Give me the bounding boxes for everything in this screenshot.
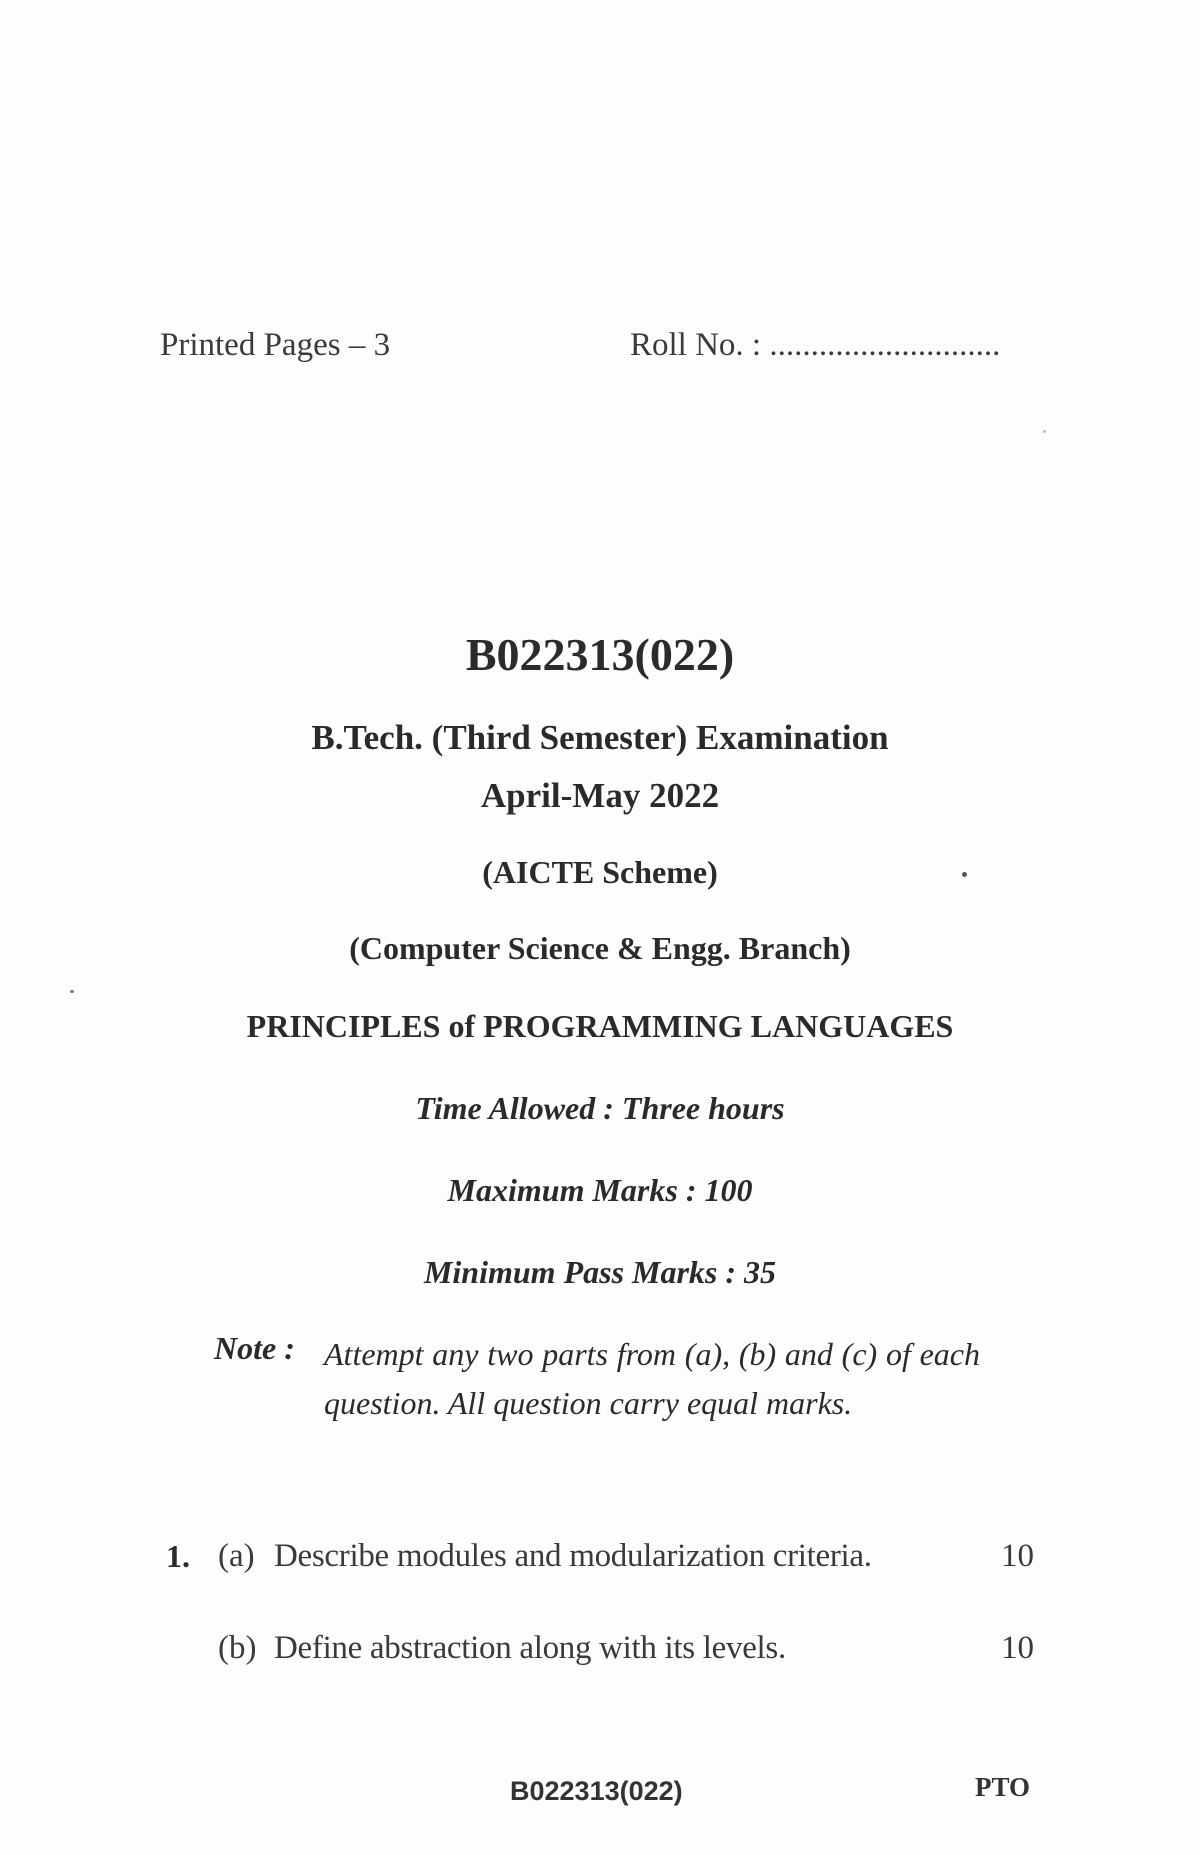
- subject-title: PRINCIPLES of PROGRAMMING LANGUAGES: [246, 1008, 954, 1044]
- question-number: 1.: [166, 1538, 190, 1574]
- scan-speck: [1043, 430, 1046, 433]
- question-part-text: Describe modules and modularization criteria.: [274, 1538, 872, 1574]
- note-text: Attempt any two parts from (a), (b) and (c) of each question. All question carry equal marks.: [324, 1336, 980, 1421]
- exam-session: April-May 2022: [480, 776, 720, 815]
- paper-code: B022313(022): [465, 629, 735, 680]
- roll-number-field: Roll No. : ............................: [630, 327, 1001, 363]
- question-part-text: Define abstraction along with its levels.: [274, 1630, 786, 1666]
- branch: (Computer Science & Engg. Branch): [349, 930, 851, 966]
- question-part-label: (b): [218, 1630, 257, 1666]
- note-label: Note :: [214, 1330, 295, 1366]
- question-part-label: (a): [218, 1538, 255, 1574]
- scan-speck: [962, 872, 967, 877]
- scheme: (AICTE Scheme): [482, 854, 718, 890]
- question-part-marks: 10: [1001, 1538, 1034, 1574]
- exam-title: B.Tech. (Third Semester) Examination: [311, 718, 889, 757]
- minimum-pass-marks: Minimum Pass Marks : 35: [423, 1254, 777, 1290]
- printed-pages: Printed Pages – 3: [160, 327, 391, 363]
- footer-paper-code: B022313(022): [510, 1776, 683, 1806]
- maximum-marks: Maximum Marks : 100: [447, 1172, 753, 1208]
- footer-pto: PTO: [975, 1772, 1031, 1802]
- question-part-marks: 10: [1001, 1630, 1034, 1666]
- scan-speck: [70, 990, 74, 993]
- time-allowed: Time Allowed : Three hours: [415, 1090, 785, 1126]
